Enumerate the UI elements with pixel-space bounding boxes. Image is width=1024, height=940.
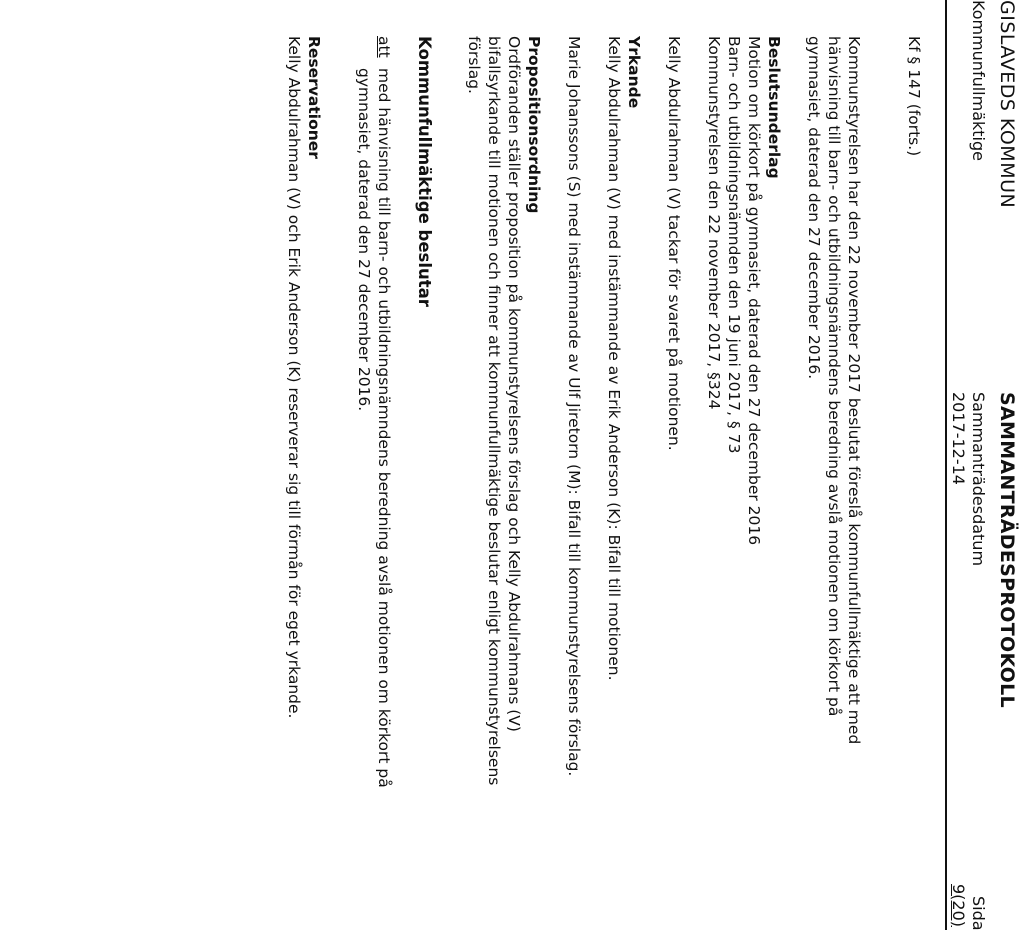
document-body [284, 36, 924, 796]
att-keyword: att [375, 36, 393, 58]
intro-paragraph: Kommunstyrelsen har den 22 november 2017 beslutat föreslå kommunfullmäktige att med hänvisning till barn- och utbildningsnämndens beredning avslå motionen om körkort på gymnasiet, daterad den 27 december 2016. [805, 36, 863, 745]
beslutsunderlag-item: Motion om körkort på gymnasiet, daterad den 27 december 2016 [745, 36, 763, 546]
document-title: SAMMANTRÄDESPROTOKOLL [996, 392, 1018, 708]
reservationer-text: Kelly Abdulrahman (V) och Erik Anderson (K) reserverar sig till förmån för eget yrkande. [285, 36, 303, 719]
thanks-paragraph: Kelly Abdulrahman (V) tackar för svaret på motionen. [665, 36, 683, 451]
beslutsunderlag-item: Kommunstyrelsen den 22 november 2017, §324 [705, 36, 723, 410]
propositionsordning-text: Ordföranden ställer proposition på kommunstyrelsens förslag och Kelly Abdulrahmans (V) bifallsyrkande till motionen och finner att kommunfullmäktige beslutar enligt kommunstyrelsens förslag. [465, 36, 523, 786]
att-clause [354, 36, 394, 796]
page-header [949, 0, 1024, 940]
beslut-heading: Kommunfullmäktige beslutar [415, 36, 434, 307]
yrkande-text: Kelly Abdulrahman (V) med instämmande av Erik Anderson (K): Bifall till motionen. [605, 36, 623, 681]
meeting-date-label: Sammanträdesdatum [969, 392, 988, 567]
yrkande-text: Marie Johanssons (S) med instämmande av Ulf Jiretorn (M): Bifall till kommunstyrelsens förslag. [565, 36, 583, 777]
reservationer-heading: Reservationer [305, 36, 323, 159]
yrkande-heading: Yrkande [625, 36, 643, 109]
meeting-date: 2017-12-14 [949, 392, 968, 485]
body-label: Kommunfullmäktige [969, 0, 988, 161]
beslutsunderlag-heading: Beslutsunderlag [765, 36, 783, 179]
beslutsunderlag-item: Barn- och utbildningsnämnden den 19 juni 2017, § 73 [725, 36, 743, 454]
page-label: Sida [969, 896, 988, 931]
header-rule [945, 0, 947, 930]
propositionsordning-heading: Propositionsordning [525, 36, 543, 214]
att-text: med hänvisning till barn- och utbildningsnämndens beredning avslå motionen om körkort på gymnasiet, daterad den 27 december 2016. [355, 68, 393, 788]
paragraph-reference: Kf § 147 (forts.) [905, 36, 923, 157]
page-number: 9(20) [949, 884, 968, 928]
organization-name: GISLAVEDS KOMMUN [996, 0, 1018, 209]
